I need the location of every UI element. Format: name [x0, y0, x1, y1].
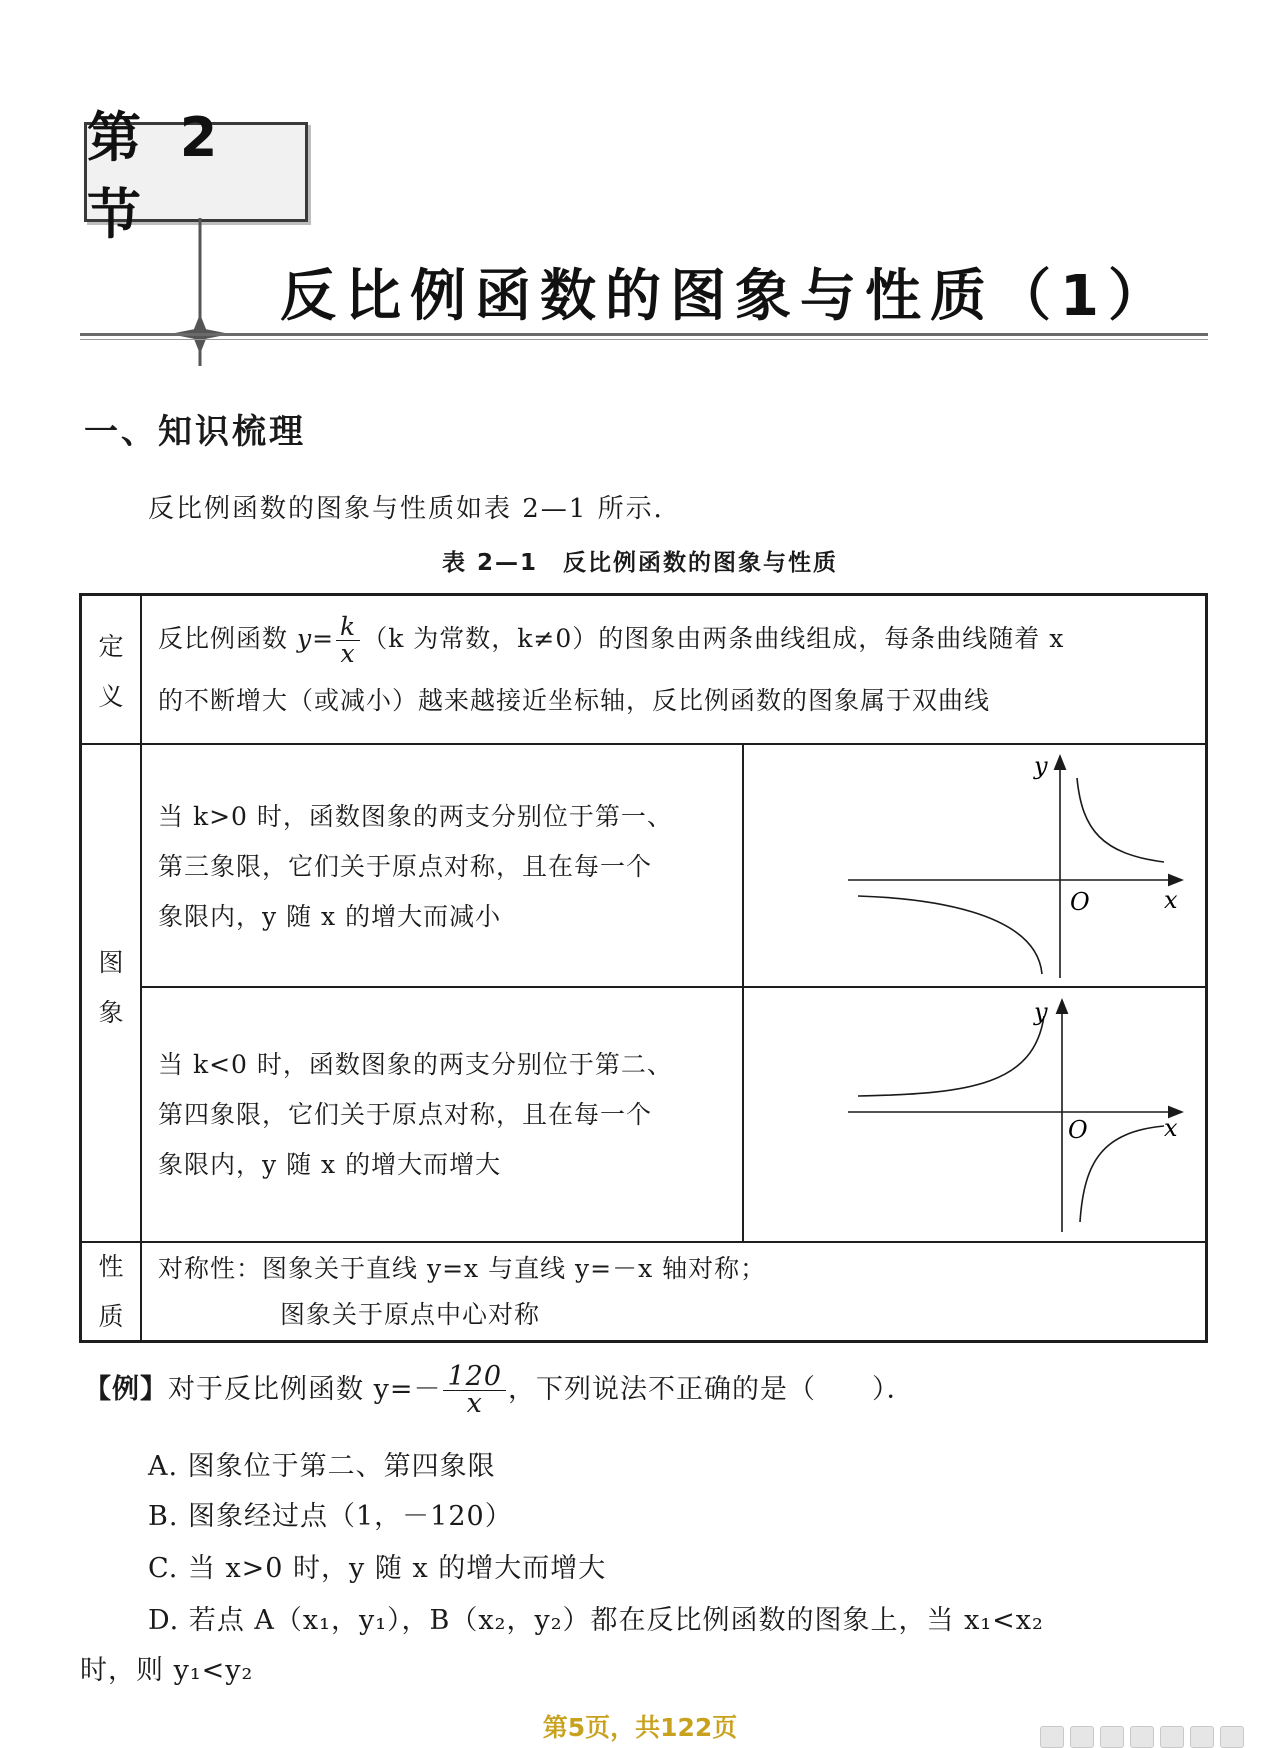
example-stem: 【例】对于反比例函数 y=－ $\frac{120}{x}$ ，下列说法不正确的是（ ）． — [84, 1361, 915, 1419]
curve-quadrant-4 — [1080, 1126, 1164, 1222]
toolbar-button[interactable] — [1070, 1726, 1094, 1748]
toolbar-button[interactable] — [1160, 1726, 1184, 1748]
properties-table — [79, 593, 1208, 1343]
viewer-toolbar — [1040, 1726, 1270, 1748]
graph-negative-k — [772, 992, 1192, 1238]
origin-label: O — [1070, 888, 1090, 916]
intro-text: 反比例函数的图象与性质如表 2—1 所示． — [148, 494, 682, 524]
option-c: C. 当 x>0 时，y 随 x 的增大而增大 — [148, 1553, 607, 1584]
table-caption: 表 2—1 反比例函数的图象与性质 — [441, 550, 838, 576]
header-rule-thin — [80, 339, 1208, 340]
row-head-property: 性 质 — [98, 1252, 124, 1331]
toolbar-button[interactable] — [1190, 1726, 1214, 1748]
toolbar-button[interactable] — [1220, 1726, 1244, 1748]
page-indicator: 第5页，共122页 — [542, 1713, 738, 1742]
row-head-graph: 图 象 — [98, 948, 124, 1027]
header-ornament — [150, 210, 270, 370]
section-heading: 一、知识梳理 — [84, 412, 306, 452]
y-axis-label: y — [1034, 752, 1048, 780]
positive-k-text: 当 k>0 时，函数图象的两支分别位于第一、 第三象限，它们关于原点对称，且在每一个 象限内，y 随 x 的增大而减小 — [158, 802, 673, 931]
fraction-k-over-x: $\frac{k}{x}$ — [336, 614, 360, 667]
curve-quadrant-3 — [858, 896, 1042, 974]
curve-quadrant-2 — [858, 1016, 1044, 1096]
definition-line-1: 反比例函数 y= $\frac{k}{x}$ （k 为常数，k≠0）的图象由两条曲线组成，每条曲线随着 x — [158, 612, 1065, 668]
toolbar-button[interactable] — [1040, 1726, 1064, 1748]
fraction-120-over-x: $\frac{120}{x}$ — [443, 1364, 506, 1417]
section-label: 第 2 节 — [84, 122, 308, 222]
row-head-definition: 定 义 — [98, 632, 124, 711]
option-d-line-1: D. 若点 A（x₁，y₁），B（x₂，y₂）都在反比例函数的图象上，当 x₁<x₂ — [148, 1605, 1044, 1636]
toolbar-button[interactable] — [1100, 1726, 1124, 1748]
negative-k-text: 当 k<0 时，函数图象的两支分别位于第二、 第四象限，它们关于原点对称，且在每一个 象限内，y 随 x 的增大而增大 — [158, 1050, 673, 1179]
x-axis-label: x — [1164, 1114, 1178, 1142]
property-line-2: 图象关于原点中心对称 — [280, 1300, 541, 1329]
option-a: A. 图象位于第二、第四象限 — [148, 1451, 496, 1482]
curve-quadrant-1 — [1077, 778, 1164, 862]
chapter-title: 反比例函数的图象与性质（1） — [280, 264, 1173, 329]
toolbar-button[interactable] — [1130, 1726, 1154, 1748]
y-axis-label: y — [1034, 998, 1048, 1026]
origin-label: O — [1068, 1116, 1088, 1144]
x-axis-label: x — [1164, 886, 1178, 914]
option-d-line-2: 时，则 y₁<y₂ — [80, 1655, 254, 1686]
graph-positive-k — [772, 748, 1192, 983]
header-rule — [80, 333, 1208, 336]
option-b: B. 图象经过点（1，－120） — [148, 1501, 513, 1532]
property-line-1: 对称性：图象关于直线 y=x 与直线 y=－x 轴对称； — [158, 1254, 767, 1283]
definition-line-2: 的不断增大（或减小）越来越接近坐标轴，反比例函数的图象属于双曲线 — [158, 686, 991, 715]
